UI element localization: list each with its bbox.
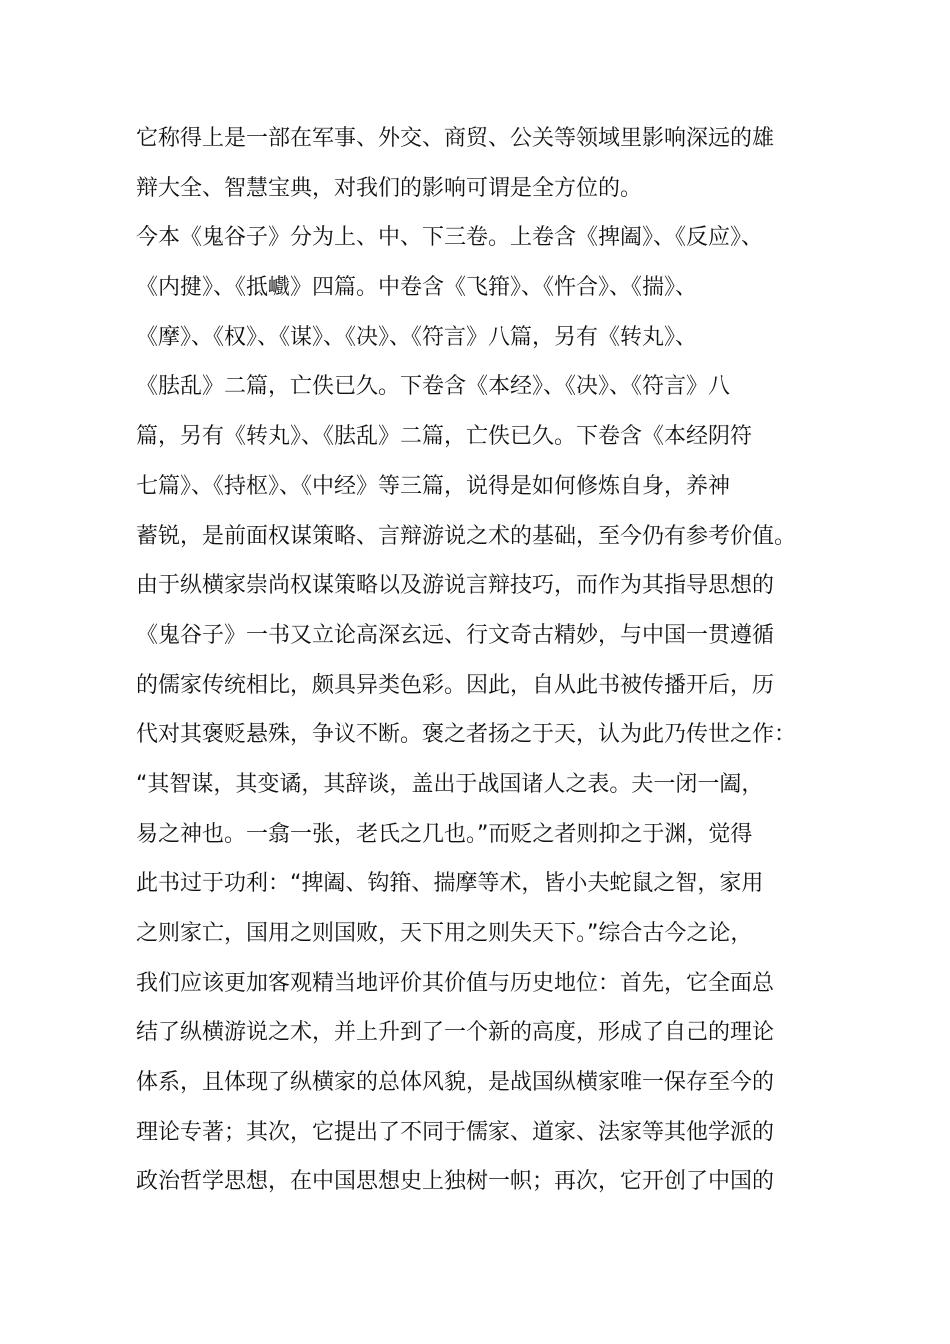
text-line: 易之神也。一翕一张，老氏之几也。”而贬之者则抑之于渊，觉得: [136, 821, 753, 847]
text-line: 它称得上是一部在军事、外交、商贸、公关等领域里影响深远的雄: [136, 126, 775, 151]
text-line: 政治哲学思想，在中国思想史上独树一帜；再次，它开创了中国的: [136, 1169, 775, 1195]
text-line: 结了纵横游说之术，并上升到了一个新的高度，形成了自己的理论: [136, 1020, 775, 1046]
text-line: 《鬼谷子》一书又立论高深玄远、行文奇古精妙，与中国一贯遵循: [136, 622, 775, 648]
body-text: [136, 114, 816, 1207]
text-line: 篇，另有《转丸》、《胠乱》二篇，亡佚已久。下卷含《本经阴符: [136, 424, 753, 450]
text-line: 辩大全、智慧宝典，对我们的影响可谓是全方位的。: [136, 175, 643, 201]
text-line: 理论专著；其次，它提出了不同于儒家、道家、法家等其他学派的: [136, 1119, 775, 1145]
text-line: 的儒家传统相比，颇具异类色彩。因此，自从此书被传播开后，历: [136, 672, 775, 698]
text-line: 《胠乱》二篇，亡佚已久。下卷含《本经》、《决》、《符言》八: [136, 374, 731, 400]
text-line: 蓄锐，是前面权谋策略、言辩游说之术的基础，至今仍有参考价值。: [136, 523, 797, 549]
text-line: 此书过于功利：“捭阖、钩箝、揣摩等术，皆小夫蛇鼠之智，家用: [136, 871, 764, 897]
text-line: 《摩》、《权》、《谋》、《决》、《符言》八篇，另有《转丸》、: [136, 324, 698, 350]
text-line: 由于纵横家崇尚权谋策略以及游说言辩技巧，而作为其指导思想的: [136, 573, 775, 599]
text-line: 代对其褒贬悬殊，争议不断。褒之者扬之于天，认为此乃传世之作：: [136, 722, 797, 748]
text-line: 体系，且体现了纵横家的总体风貌，是战国纵横家唯一保存至今的: [136, 1070, 775, 1096]
text-line: 我们应该更加客观精当地评价其价值与历史地位：首先，它全面总: [136, 970, 775, 996]
text-line: “其智谋，其变谲，其辞谈，盖出于战国诸人之表。夫一闭一阖，: [136, 771, 764, 797]
text-line: 今本《鬼谷子》分为上、中、下三卷。上卷含《捭阖》、《反应》、: [136, 225, 764, 251]
text-line: 七篇》、《持枢》、《中经》等三篇，说得是如何修炼自身，养神: [136, 473, 731, 499]
text-line: 之则家亡，国用之则国败，天下用之则失天下。”综合古今之论，: [136, 921, 753, 946]
text-line: 《内揵》、《抵巇》四篇。中卷含《飞箝》、《忤合》、《揣》、: [136, 275, 698, 301]
